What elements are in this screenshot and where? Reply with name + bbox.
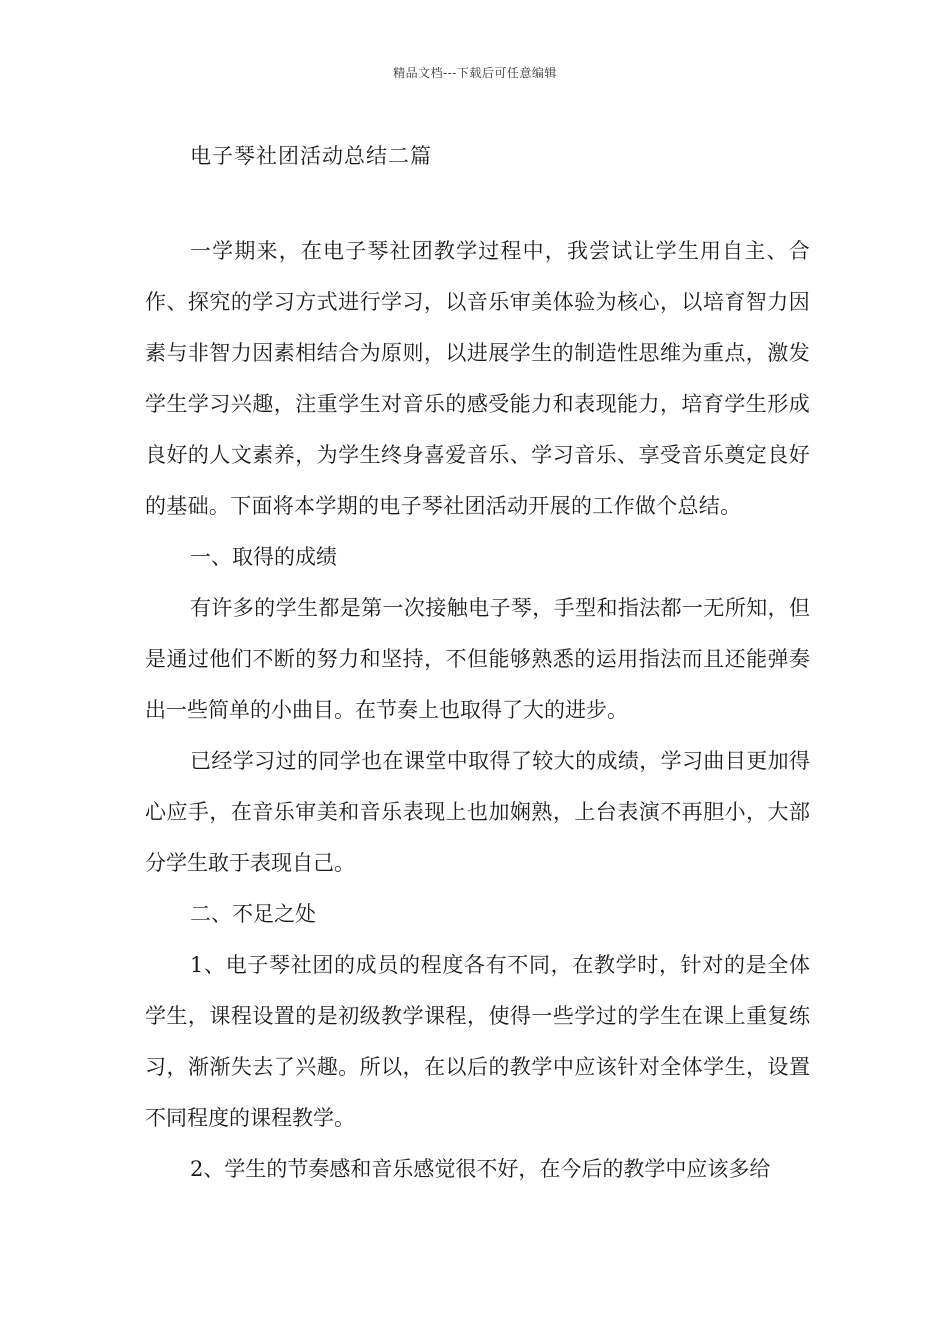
paragraph-achievements-1: 有许多的学生都是第一次接触电子琴，手型和指法都一无所知，但是通过他们不断的努力和坚持，不但能够熟悉的运用指法而且还能弹奏出一些简单的小曲目。在节奏上也取得了大的进步。 [145,596,810,722]
page-header: 精品文档---下载后可任意编辑 [393,66,557,80]
paragraph-intro: 一学期来，在电子琴社团教学过程中，我尝试让学生用自主、合作、探究的学习方式进行学习，以音乐审美体验为核心，以培育智力因素与非智力因素相结合为原则，以进展学生的制造性思维为重点，激发学生学习兴趣，注重学生对音乐的感受能力和表现能力，培育学生形成良好的人文素养，为学生终身喜爱音乐、学习音乐、享受音乐奠定良好的基础。下面将本学期的电子琴社团活动开展的工作做个总结。 [145,239,810,518]
section-heading-shortcomings: 二、不足之处 [190,902,316,926]
section-heading-achievements: 一、取得的成绩 [190,545,337,569]
paragraph-shortcomings-1: 1、电子琴社团的成员的程度各有不同，在教学时，针对的是全体学生，课程设置的是初级教学课程，使得一些学过的学生在课上重复练习，渐渐失去了兴趣。所以，在以后的教学中应该针对全体学生，设置不同程度的课程教学。 [145,953,810,1130]
document-title: 电子琴社团活动总结二篇 [190,144,432,168]
paragraph-achievements-2: 已经学习过的同学也在课堂中取得了较大的成绩，学习曲目更加得心应手，在音乐审美和音乐表现上也加娴熟，上台表演不再胆小，大部分学生敢于表现自己。 [145,749,810,875]
document-body [145,226,810,1195]
paragraph-shortcomings-2: 2、学生的节奏感和音乐感觉很不好，在今后的教学中应该多给 [190,1157,771,1181]
